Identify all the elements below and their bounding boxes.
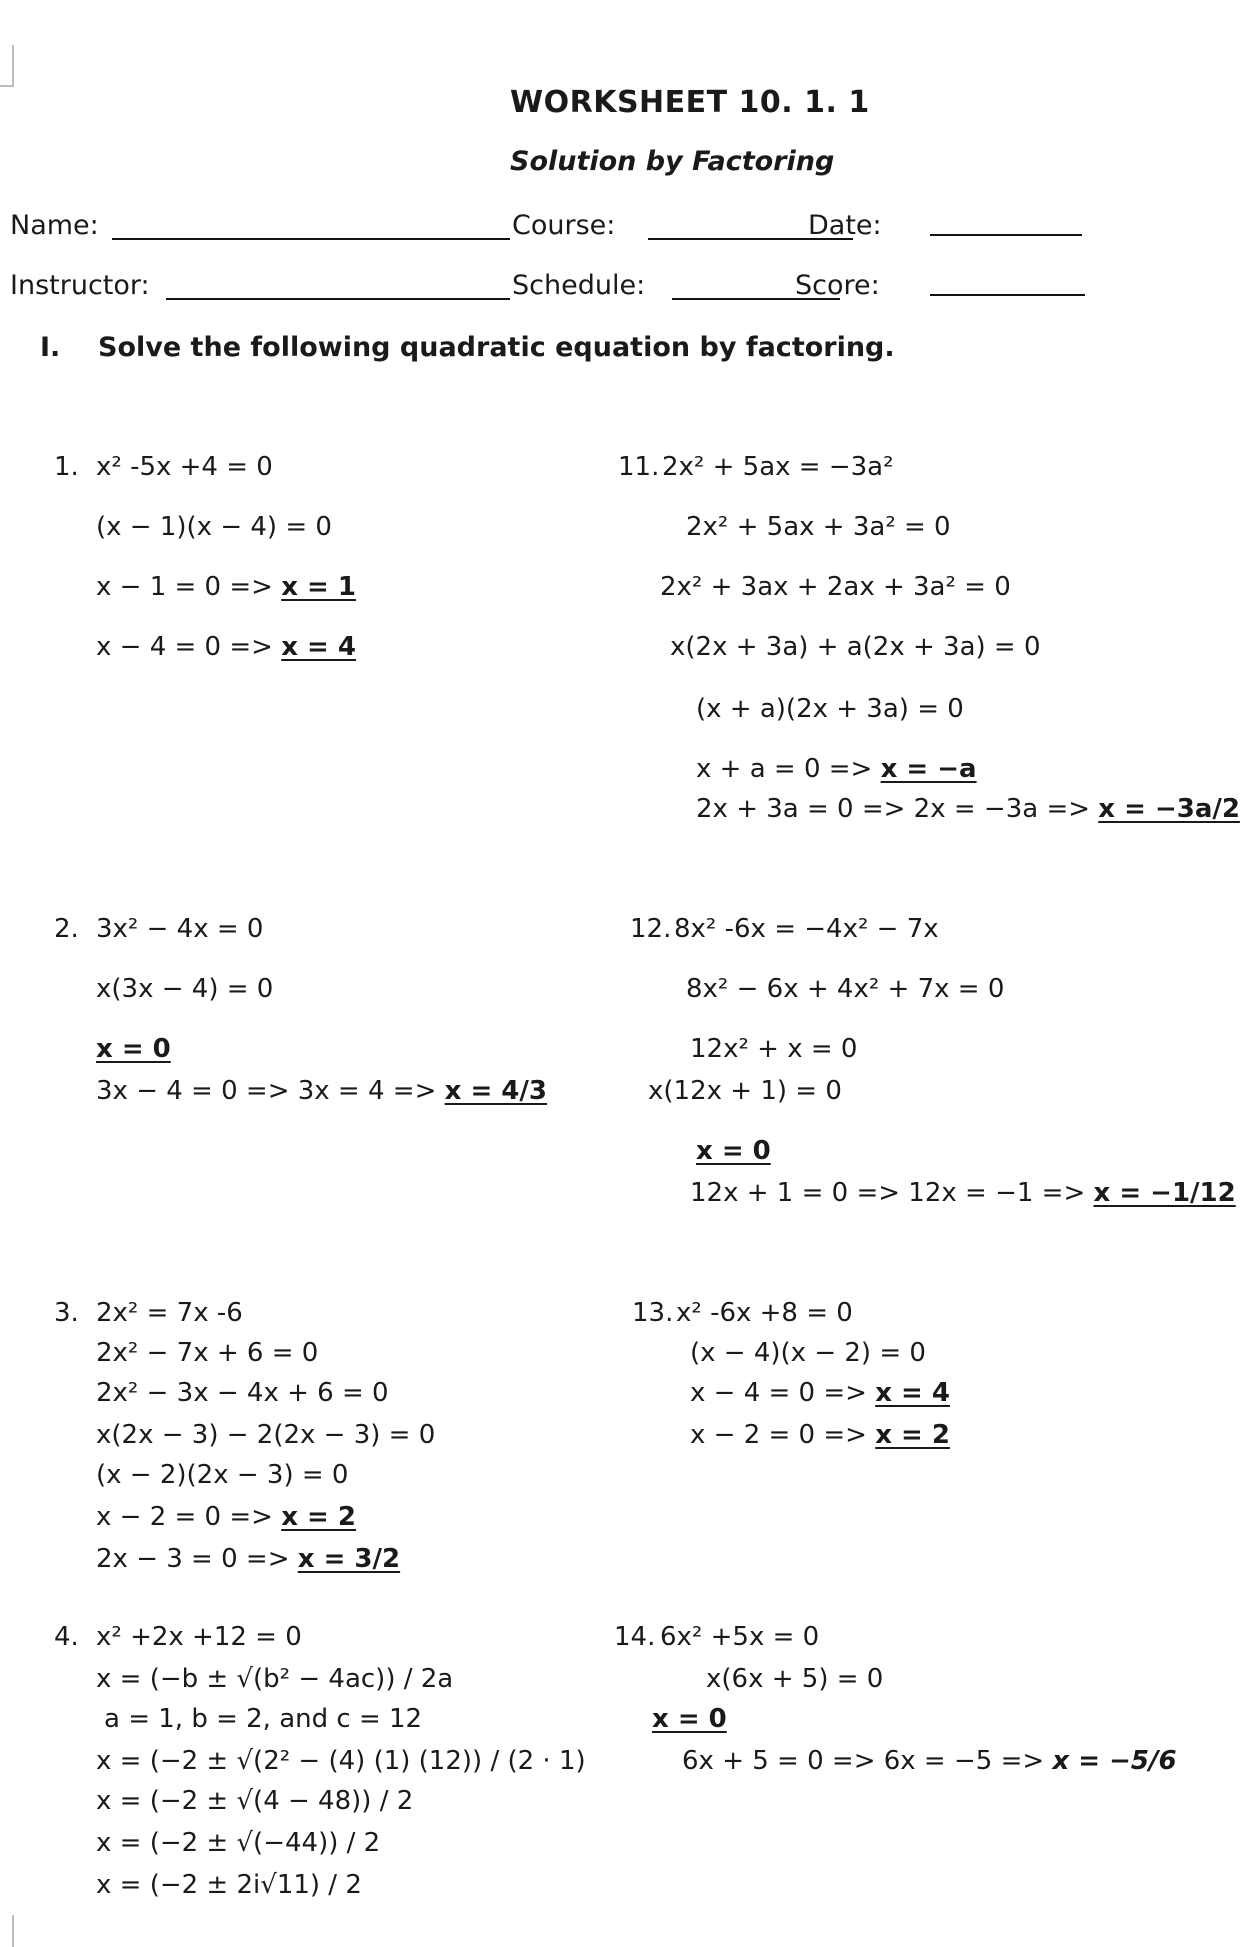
solution-step bbox=[690, 1180, 1236, 1206]
answer: x = 2 bbox=[875, 1420, 950, 1450]
solution-step: 2x² − 7x + 6 = 0 bbox=[96, 1338, 319, 1368]
name-label: Name: bbox=[10, 210, 99, 241]
instructor-label: Instructor: bbox=[10, 270, 150, 301]
solution-step bbox=[690, 1422, 950, 1448]
solution-step: x = (−2 ± √(2² − (4) (1) (12)) / (2 · 1) bbox=[96, 1746, 586, 1776]
answer: x = 4/3 bbox=[444, 1076, 547, 1106]
step-text: x − 2 = 0 => bbox=[690, 1420, 876, 1450]
answer: x = 0 bbox=[696, 1136, 771, 1166]
problem-number: 1. bbox=[54, 452, 79, 482]
answer: x = 0 bbox=[96, 1034, 171, 1064]
worksheet-subtitle: Solution by Factoring bbox=[510, 146, 835, 177]
solution-step: (x − 1)(x − 4) = 0 bbox=[96, 512, 332, 542]
problem-equation: 2x² + 5ax = −3a² bbox=[662, 452, 894, 482]
answer: x = −1/12 bbox=[1093, 1178, 1236, 1208]
problem-number: 2. bbox=[54, 914, 79, 944]
answer: x = −a bbox=[880, 754, 977, 784]
answer: x = −3a/2 bbox=[1098, 794, 1240, 824]
score-field[interactable] bbox=[930, 294, 1085, 296]
problem-equation: x² -6x +8 = 0 bbox=[676, 1298, 853, 1328]
solution-step: 2x² − 3x − 4x + 6 = 0 bbox=[96, 1378, 389, 1408]
solution-step: 12x² + x = 0 bbox=[690, 1034, 858, 1064]
step-text: x + a = 0 => bbox=[696, 754, 881, 784]
solution-step: (x − 2)(2x − 3) = 0 bbox=[96, 1460, 349, 1490]
step-text: 12x + 1 = 0 => 12x = −1 => bbox=[690, 1178, 1094, 1208]
solution-step: (x + a)(2x + 3a) = 0 bbox=[696, 694, 964, 724]
solution-step bbox=[682, 1748, 1177, 1774]
worksheet-title: WORKSHEET 10. 1. 1 bbox=[510, 85, 870, 120]
solution-step: 8x² − 6x + 4x² + 7x = 0 bbox=[686, 974, 1005, 1004]
step-text: x − 2 = 0 => bbox=[96, 1502, 282, 1532]
date-field[interactable] bbox=[930, 234, 1082, 236]
solution-step: a = 1, b = 2, and c = 12 bbox=[104, 1704, 423, 1734]
answer: x = 3/2 bbox=[297, 1544, 401, 1574]
solution-step bbox=[96, 1546, 400, 1572]
instruction-text: Solve the following quadratic equation by factoring. bbox=[98, 332, 895, 363]
step-text: 3x − 4 = 0 => 3x = 4 => bbox=[96, 1076, 445, 1106]
date-label: Date: bbox=[808, 210, 882, 241]
problem-equation: 2x² = 7x -6 bbox=[96, 1298, 243, 1328]
problem-equation: x² -5x +4 = 0 bbox=[96, 452, 273, 482]
answer: x = 1 bbox=[281, 572, 356, 602]
page-corner-mark bbox=[0, 45, 14, 87]
problem-number: 13. bbox=[632, 1298, 674, 1328]
solution-step bbox=[96, 1504, 356, 1530]
step-text: x − 1 = 0 => bbox=[96, 572, 282, 602]
solution-step bbox=[696, 796, 1240, 822]
problem-equation: x² +2x +12 = 0 bbox=[96, 1622, 302, 1652]
solution-step bbox=[696, 756, 977, 782]
answer: x = 4 bbox=[875, 1378, 950, 1408]
schedule-label: Schedule: bbox=[512, 270, 646, 301]
score-label: Score: bbox=[795, 270, 880, 301]
solution-step bbox=[690, 1380, 950, 1406]
answer: x = 2 bbox=[281, 1502, 356, 1532]
problem-equation: 3x² − 4x = 0 bbox=[96, 914, 264, 944]
problem-equation: 6x² +5x = 0 bbox=[660, 1622, 820, 1652]
solution-step: x = (−2 ± √(−44)) / 2 bbox=[96, 1828, 381, 1858]
solution-step: (x − 4)(x − 2) = 0 bbox=[690, 1338, 926, 1368]
answer: x = 4 bbox=[281, 632, 356, 662]
course-label: Course: bbox=[512, 210, 616, 241]
problem-number: 12. bbox=[630, 914, 672, 944]
solution-step bbox=[96, 1078, 547, 1104]
problem-number: 3. bbox=[54, 1298, 79, 1328]
solution-step: x(3x − 4) = 0 bbox=[96, 974, 274, 1004]
step-text: 2x − 3 = 0 => bbox=[96, 1544, 298, 1574]
name-field[interactable] bbox=[112, 238, 510, 240]
solution-step: x(2x − 3) − 2(2x − 3) = 0 bbox=[96, 1420, 436, 1450]
step-text: x − 4 = 0 => bbox=[96, 632, 282, 662]
solution-step: x = (−2 ± √(4 − 48)) / 2 bbox=[96, 1786, 414, 1816]
problem-number: 4. bbox=[54, 1622, 79, 1652]
solution-step: x(12x + 1) = 0 bbox=[648, 1076, 842, 1106]
problem-number: 11. bbox=[618, 452, 660, 482]
problem-number: 14. bbox=[614, 1622, 656, 1652]
solution-step: x = (−b ± √(b² − 4ac)) / 2a bbox=[96, 1664, 454, 1694]
solution-step: 2x² + 5ax + 3a² = 0 bbox=[686, 512, 951, 542]
solution-step: x(6x + 5) = 0 bbox=[706, 1664, 884, 1694]
step-text: 2x + 3a = 0 => 2x = −3a => bbox=[696, 794, 1099, 824]
step-text: x − 4 = 0 => bbox=[690, 1378, 876, 1408]
solution-step: 2x² + 3ax + 2ax + 3a² = 0 bbox=[660, 572, 1011, 602]
problem-equation: 8x² -6x = −4x² − 7x bbox=[674, 914, 939, 944]
solution-step: x(2x + 3a) + a(2x + 3a) = 0 bbox=[670, 632, 1041, 662]
solution-step bbox=[96, 574, 356, 600]
instructor-field[interactable] bbox=[166, 298, 510, 300]
answer: x = 0 bbox=[652, 1704, 727, 1734]
step-text: 6x + 5 = 0 => 6x = −5 => bbox=[682, 1746, 1053, 1776]
solution-step: x = (−2 ± 2i√11) / 2 bbox=[96, 1870, 362, 1900]
answer: x = −5/6 bbox=[1052, 1746, 1177, 1776]
page-corner-mark bbox=[0, 1915, 14, 1947]
instruction-number: I. bbox=[40, 332, 61, 363]
solution-step bbox=[96, 634, 356, 660]
